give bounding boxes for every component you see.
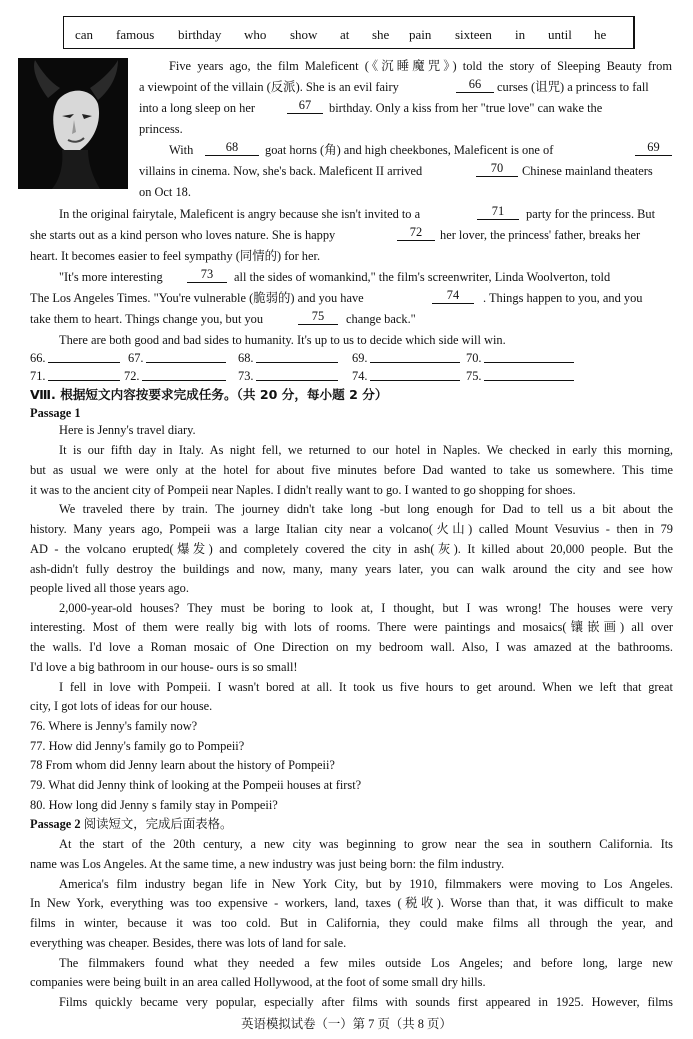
cloze-text: villains in cinema. Now, she's back. Maleficent II arrived xyxy=(139,164,423,178)
word-bank-item: she xyxy=(372,27,390,42)
diary-line: ash-didn't fully destroy the buildings and now, many, many years later, you can walk around the city and see how xyxy=(30,562,673,576)
question-79: 79. What did Jenny think of looking at the Pompeii houses at first? xyxy=(30,778,362,792)
word-bank-box xyxy=(63,16,635,49)
diary-line: city, I got lots of ideas for our house. xyxy=(30,699,213,713)
passage-2-line: name was Los Angeles. At the same time, a new industry was just being born: the film industry. xyxy=(30,857,505,871)
cloze-text: In the original fairytale, Maleficent is angry because she isn't invited to a xyxy=(59,207,421,221)
cloze-line xyxy=(30,309,672,330)
passage-2-line: The filmmakers found what they needed a few miles outside Los Angeles; and before long, large new xyxy=(59,956,673,970)
answer-line[interactable] xyxy=(48,348,120,363)
blank-73: 73 xyxy=(187,267,227,283)
blank-74: 74 xyxy=(432,288,474,304)
answer-line[interactable] xyxy=(370,348,460,363)
cloze-text: "It's more interesting xyxy=(59,270,163,284)
cloze-text: Chinese mainland theaters xyxy=(522,164,653,178)
cloze-text: take them to heart. Things change you, but you xyxy=(30,312,264,326)
cloze-line: There are both good and bad sides to humanity. It's up to us to decide which side will win. xyxy=(59,333,506,347)
passage-2-heading xyxy=(30,814,232,835)
passage-2-line: In New York, everything was too expensive - workers, land, taxes (税收). Worse than that, it was difficult to make xyxy=(30,896,673,910)
answer-line[interactable] xyxy=(256,366,338,381)
blank-68: 68 xyxy=(205,140,259,156)
cloze-line xyxy=(139,77,672,98)
answer-label: 67. xyxy=(128,351,144,365)
answer-label: 75. xyxy=(466,369,482,383)
word-bank-item: pain xyxy=(409,27,432,42)
blank-75: 75 xyxy=(298,309,338,325)
question-78: 78 From whom did Jenny learn about the history of Pompeii? xyxy=(30,758,335,772)
passage-2-instruction: 阅读短文，完成后面表格。 xyxy=(83,817,233,831)
cloze-line xyxy=(139,98,672,119)
cloze-text: With xyxy=(169,143,194,157)
blank-72: 72 xyxy=(397,225,435,241)
answer-label: 69. xyxy=(352,351,368,365)
answer-line[interactable] xyxy=(484,366,574,381)
cloze-text: birthday. Only a kiss from her "true love" can wake the xyxy=(329,101,603,115)
cloze-text: she starts out as a kind person who loves nature. She is happy xyxy=(30,228,336,242)
passage-1-title: Passage 1 xyxy=(30,406,81,420)
answer-line[interactable] xyxy=(146,348,226,363)
answer-line[interactable] xyxy=(142,366,226,381)
cloze-line xyxy=(169,140,672,161)
passage-2-line: At the start of the 20th century, a new city was beginning to grow near the sea in southern California. Its xyxy=(59,837,673,851)
cloze-line xyxy=(139,161,672,182)
cloze-line xyxy=(59,267,672,288)
cloze-text: a viewpoint of the villain (反派). She is an evil fairy xyxy=(139,80,399,94)
answer-line[interactable] xyxy=(48,366,120,381)
answer-label: 71. xyxy=(30,369,46,383)
passage-2-line: films in winter, because it was too cold. But in California, they could make films all through the year, and xyxy=(30,916,673,930)
answer-line[interactable] xyxy=(484,348,574,363)
cloze-line: Five years ago, the film Maleficent (《沉睡魔咒》) told the story of Sleeping Beauty from xyxy=(169,59,672,73)
diary-line: We traveled there by train. The journey didn't take long -but long enough for Dad to tell us a bit about the xyxy=(59,502,673,516)
diary-line: 2,000-year-old houses? They must be boring to look at, I thought, but I was wrong! The houses were very xyxy=(59,601,673,615)
diary-line: I fell in love with Pompeii. I wasn't bored at all. It took us five hours to get around. When we left that great xyxy=(59,680,673,694)
question-77: 77. How did Jenny's family go to Pompeii? xyxy=(30,739,245,753)
cloze-line xyxy=(30,225,672,246)
cloze-line xyxy=(59,204,672,225)
answer-label: 73. xyxy=(238,369,254,383)
diary-line: I'd love a big bathroom in our house- ours is so small! xyxy=(30,660,298,674)
blank-70: 70 xyxy=(476,161,518,177)
passage-2-title: Passage 2 xyxy=(30,817,81,831)
cloze-line: heart. It becomes easier to feel sympathy (同情的) for her. xyxy=(30,249,321,263)
blank-66: 66 xyxy=(456,77,494,93)
question-76: 76. Where is Jenny's family now? xyxy=(30,719,198,733)
blank-71: 71 xyxy=(477,204,519,220)
cloze-text: into a long sleep on her xyxy=(139,101,255,115)
blank-69: 69 xyxy=(635,140,672,156)
cloze-text: curses (诅咒) a princess to fall xyxy=(497,80,649,94)
word-bank-item: at xyxy=(340,27,350,42)
cloze-line: princess. xyxy=(139,122,183,136)
passage-2-line: everything was cheaper. Besides, there was lots of land for sale. xyxy=(30,936,347,950)
cloze-text: goat horns (角) and high cheekbones, Maleficent is one of xyxy=(265,143,554,157)
answer-line[interactable] xyxy=(370,366,460,381)
cloze-line xyxy=(30,288,672,309)
word-bank-item: in xyxy=(515,27,526,42)
answer-line[interactable] xyxy=(256,348,338,363)
diary-line: it was to the ancient city of Pompeii near Naples. I didn't really want to go. I wanted to go shopping for shoes. xyxy=(30,483,576,497)
cloze-text: . Things happen to you, and you xyxy=(483,291,643,305)
word-bank-item: famous xyxy=(116,27,155,42)
cloze-text: change back." xyxy=(346,312,416,326)
word-bank-item: who xyxy=(244,27,267,42)
word-bank-item: show xyxy=(290,27,318,42)
diary-line: interesting. Most of them were really big with lots of rooms. There were paintings and mosaics(镶嵌画) all over xyxy=(30,620,673,634)
answer-label: 68. xyxy=(238,351,254,365)
diary-line: Here is Jenny's travel diary. xyxy=(59,423,196,437)
cloze-text: all the sides of womankind," the film's screenwriter, Linda Woolverton, told xyxy=(234,270,611,284)
answer-label: 66. xyxy=(30,351,46,365)
passage-2-line: America's film industry began life in New York City, but by 1910, filmmakers were moving to Los Angeles. xyxy=(59,877,673,891)
passage-2-line: companies were being built in an area called Hollywood, at the foot of some small dry hills. xyxy=(30,975,486,989)
maleficent-image xyxy=(18,58,128,189)
diary-line: people lived all those years ago. xyxy=(30,581,189,595)
answer-label: 70. xyxy=(466,351,482,365)
word-bank-item: he xyxy=(594,27,607,42)
diary-line: It is our fifth day in Italy. As night fell, we returned to our hotel in Naples. We checked in early this morning, xyxy=(59,443,673,457)
diary-line: history. Many years ago, Pompeii was a large Italian city near a volcano(火山) called Mount Vesuvius - then in 79 xyxy=(30,522,673,536)
passage-2-line: Films quickly became very popular, especially after films with sounds first appeared in 1925. However, films xyxy=(59,995,673,1009)
cloze-text: party for the princess. But xyxy=(526,207,656,221)
question-80: 80. How long did Jenny s family stay in Pompeii? xyxy=(30,798,278,812)
cloze-line: on Oct 18. xyxy=(139,185,191,199)
word-bank-item: sixteen xyxy=(455,27,492,42)
diary-line: the walls. I'd love a Roman mosaic of One Direction on my bedroom wall. Also, I was amazed at the bathrooms. xyxy=(30,640,673,654)
section-title: Ⅷ. 根据短文内容按要求完成任务。（共 20 分，每小题 2 分） xyxy=(30,387,388,402)
answer-row xyxy=(30,366,590,387)
answer-label: 72. xyxy=(124,369,140,383)
diary-line: but as usual we were only at the hotel for about five minutes before Dad wanted to take us somewhere. This time xyxy=(30,463,673,477)
word-bank-item: until xyxy=(548,27,572,42)
answer-label: 74. xyxy=(352,369,368,383)
word-bank-item: birthday xyxy=(178,27,222,42)
page-footer: 英语模拟试卷（一）第 7 页（共 8 页） xyxy=(241,1017,452,1031)
cloze-text: The Los Angeles Times. "You're vulnerable (脆弱的) and you have xyxy=(30,291,364,305)
word-bank-item: can xyxy=(75,27,94,42)
cloze-text: her lover, the princess' father, breaks her xyxy=(440,228,641,242)
blank-67: 67 xyxy=(287,98,323,114)
diary-line: AD - the volcano erupted(爆发) and completely covered the city in ash(灰). It killed about 20,000 people. But the xyxy=(30,542,673,556)
